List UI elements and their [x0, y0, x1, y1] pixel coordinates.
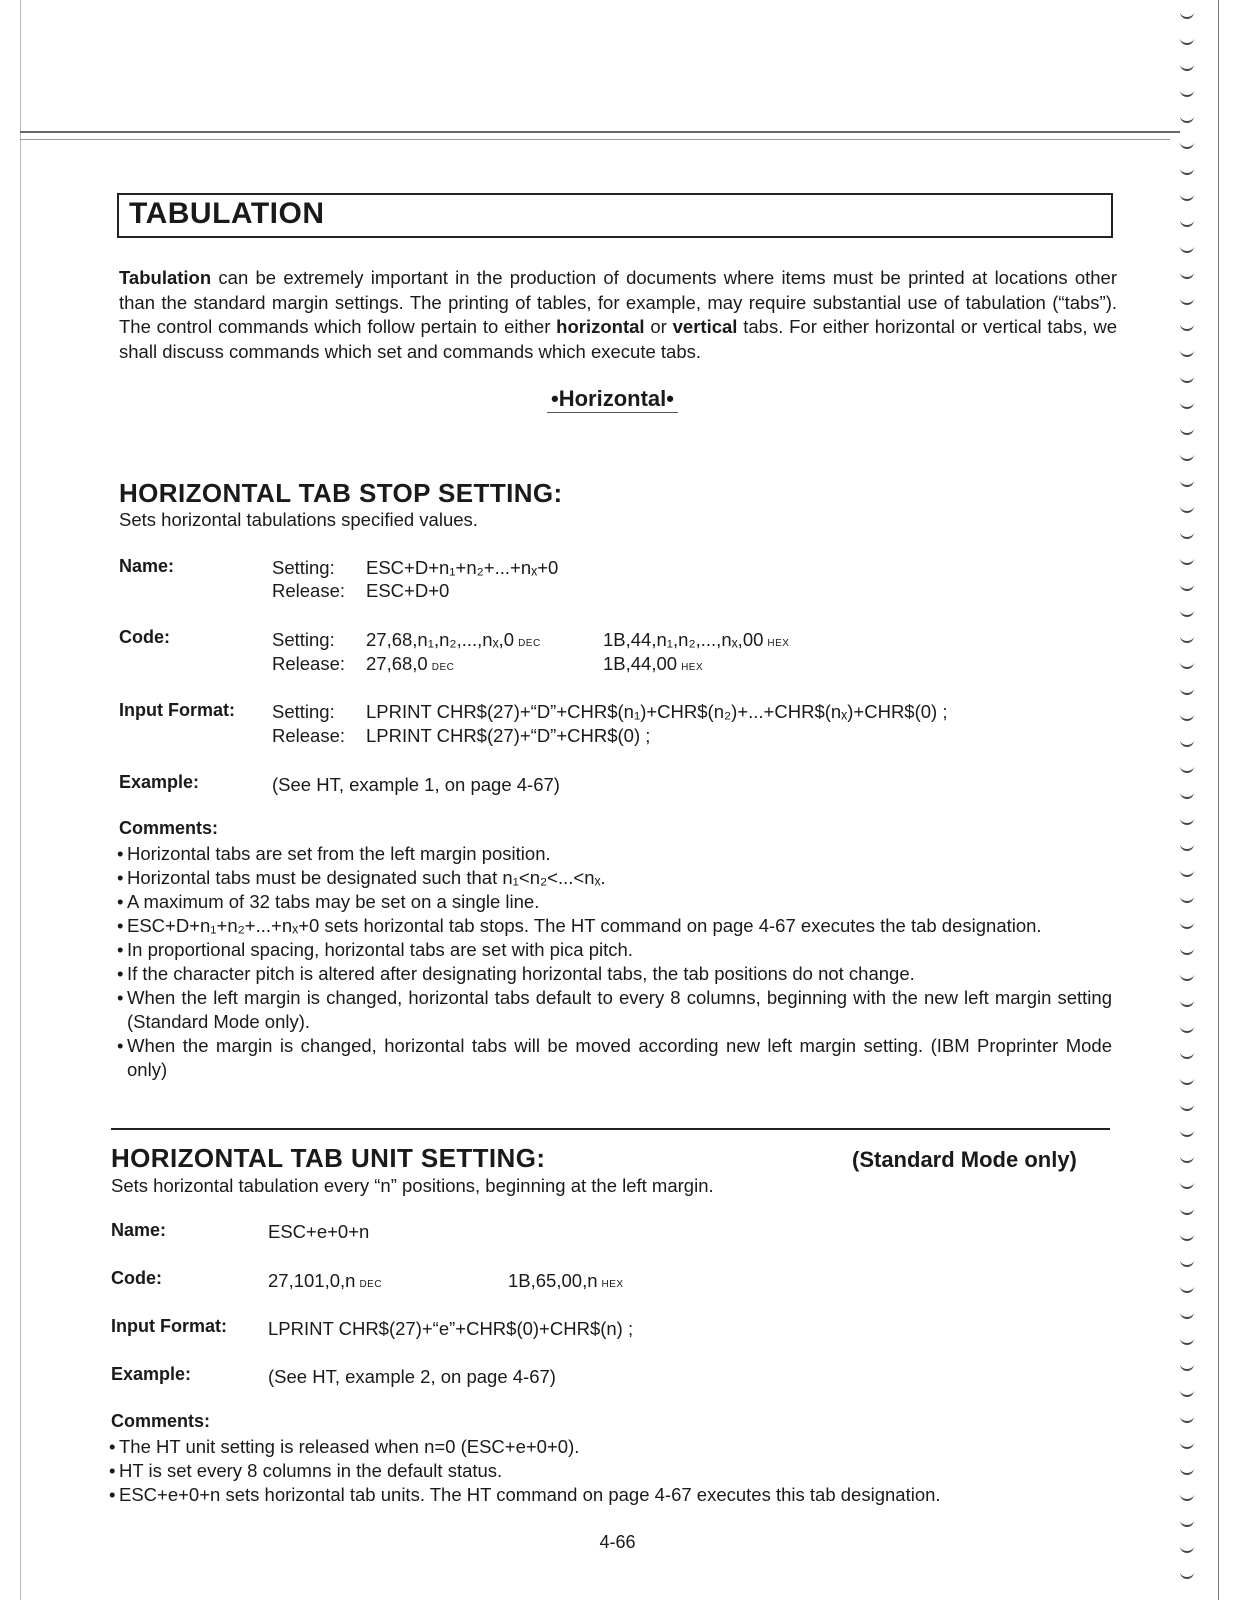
comment-item: • When the margin is changed, horizontal tabs will be moved according new left margin setting. (IBM Proprinter Mode only): [117, 1034, 1112, 1082]
section2-example-value: (See HT, example 2, on page 4-67): [268, 1366, 556, 1387]
binding-hole-mark: [1180, 946, 1194, 955]
section-title-box: [117, 193, 1113, 238]
section1-title: HORIZONTAL TAB STOP SETTING:: [119, 478, 563, 508]
binding-hole-mark: [1180, 1154, 1194, 1163]
binding-hole-mark: [1180, 166, 1194, 175]
binding-hole-mark: [1180, 114, 1194, 123]
section2-code-dec: [268, 1270, 382, 1292]
section2-name-label: Name:: [111, 1220, 167, 1240]
binding-hole-mark: [1180, 140, 1194, 149]
binding-hole-mark: [1180, 608, 1194, 617]
binding-hole-mark: [1180, 556, 1194, 565]
section1-code-setting-dec: [366, 629, 541, 651]
binding-hole-mark: [1180, 218, 1194, 227]
section1-name-release-label: Release:: [272, 580, 346, 601]
section1-example-label: Example:: [119, 772, 200, 792]
comment-item: • In proportional spacing, horizontal tabs are set with pica pitch.: [117, 938, 1112, 962]
binding-hole-mark: [1180, 88, 1194, 97]
page-title: TABULATION: [129, 197, 325, 230]
binding-hole-mark: [1180, 1232, 1194, 1241]
binding-hole-mark: [1180, 348, 1194, 357]
page-number: 4-66: [599, 1532, 636, 1552]
binding-hole-mark: [1180, 1440, 1194, 1449]
subheading-text: •Horizontal•: [547, 386, 678, 413]
section1-name-setting-label: Setting:: [272, 557, 335, 578]
section1-comments-label: Comments:: [119, 818, 219, 838]
binding-hole-mark: [1180, 1206, 1194, 1215]
section2-input-value: LPRINT CHR$(27)+“e”+CHR$(0)+CHR$(n) ;: [268, 1318, 634, 1339]
dec-tag: DEC: [431, 662, 455, 673]
binding-hole-mark: [1180, 478, 1194, 487]
section2-code-hex-value: 1B,65,00,n: [508, 1270, 598, 1291]
binding-hole-mark: [1180, 686, 1194, 695]
binding-hole-mark: [1180, 790, 1194, 799]
binding-hole-mark: [1180, 1492, 1194, 1501]
section1-code-setting-hex: [603, 629, 789, 651]
comment-item: • Horizontal tabs must be designated such that n₁<n₂<...<nₓ.: [117, 866, 1112, 890]
intro-paragraph: [119, 266, 1117, 364]
intro-bold-horizontal: horizontal: [556, 316, 645, 337]
section1-code-label: Code:: [119, 627, 170, 647]
section-divider: [111, 1128, 1110, 1130]
section1-code-release-hex: [603, 653, 703, 675]
comment-item: • Horizontal tabs are set from the left margin position.: [117, 842, 1112, 866]
binding-hole-mark: [1180, 504, 1194, 513]
binding-hole-mark: [1180, 1336, 1194, 1345]
binding-hole-mark: [1180, 920, 1194, 929]
binding-hole-mark: [1180, 244, 1194, 253]
right-margin-line: [1218, 0, 1219, 1600]
binding-hole-mark: [1180, 738, 1194, 747]
binding-hole-mark: [1180, 62, 1194, 71]
binding-hole-mark: [1180, 36, 1194, 45]
section2-mode-note: (Standard Mode only): [852, 1147, 1077, 1172]
page-top-rule-inner: [20, 139, 1170, 140]
section2-subtitle: Sets horizontal tabulation every “n” positions, beginning at the left margin.: [111, 1175, 714, 1196]
binding-hole-mark: [1180, 452, 1194, 461]
section1-code-setting-dec-value: 27,68,n₁,n₂,...,nₓ,0: [366, 629, 515, 650]
comment-item: • ESC+D+n₁+n₂+...+nₓ+0 sets horizontal tab stops. The HT command on page 4-67 executes the tab designation.: [117, 914, 1112, 938]
section1-comments: [117, 842, 1112, 1082]
section1-code-release-dec: [366, 653, 454, 675]
comment-item: • HT is set every 8 columns in the default status.: [109, 1459, 1119, 1483]
hex-tag: HEX: [601, 1279, 624, 1290]
binding-hole-mark: [1180, 660, 1194, 669]
binding-hole-mark: [1180, 712, 1194, 721]
binding-hole-mark: [1180, 1570, 1194, 1579]
section1-name-label: Name:: [119, 556, 175, 576]
subheading-horizontal: [0, 386, 1235, 412]
binding-hole-mark: [1180, 10, 1194, 19]
section1-code-setting-hex-value: 1B,44,n₁,n₂,...,nₓ,00: [603, 629, 764, 650]
binding-hole-mark: [1180, 296, 1194, 305]
binding-hole-mark: [1180, 1284, 1194, 1293]
section2-comments: [109, 1435, 1119, 1507]
section1-name-setting-value: ESC+D+n₁+n₂+...+nₓ+0: [366, 557, 559, 578]
comment-item: • When the left margin is changed, horizontal tabs default to every 8 columns, beginning with the new left margin setting (Standard Mode only).: [117, 986, 1112, 1034]
binding-hole-mark: [1180, 1388, 1194, 1397]
section1-code-release-dec-value: 27,68,0: [366, 653, 428, 674]
comment-item: • A maximum of 32 tabs may be set on a single line.: [117, 890, 1112, 914]
dec-tag: DEC: [518, 638, 541, 649]
section1-subtitle: Sets horizontal tabulations specified values.: [119, 509, 478, 530]
section2-comments-label: Comments:: [111, 1411, 211, 1431]
section2-code-label: Code:: [111, 1268, 162, 1288]
section2-title: HORIZONTAL TAB UNIT SETTING:: [111, 1143, 546, 1173]
binding-hole-mark: [1180, 842, 1194, 851]
binding-hole-mark: [1180, 1128, 1194, 1137]
section1-input-release-label: Release:: [272, 725, 346, 746]
binding-hole-mark: [1180, 1258, 1194, 1267]
binding-hole-mark: [1180, 1102, 1194, 1111]
binding-hole-mark: [1180, 1024, 1194, 1033]
binding-hole-mark: [1180, 1362, 1194, 1371]
section2-code-hex: [508, 1270, 624, 1292]
binding-hole-mark: [1180, 1180, 1194, 1189]
left-margin-line: [20, 0, 21, 1600]
binding-hole-mark: [1180, 322, 1194, 331]
section2-input-label: Input Format:: [111, 1316, 227, 1336]
section1-input-setting-label: Setting:: [272, 701, 335, 722]
section2-name-value: ESC+e+0+n: [268, 1221, 370, 1242]
section1-input-setting-value: LPRINT CHR$(27)+“D”+CHR$(n₁)+CHR$(n₂)+...+CHR$(nₓ)+CHR$(0) ;: [366, 701, 948, 722]
binding-hole-mark: [1180, 972, 1194, 981]
section1-input-release-value: LPRINT CHR$(27)+“D”+CHR$(0) ;: [366, 725, 651, 746]
section1-code-setting-label: Setting:: [272, 629, 335, 650]
comment-item: • If the character pitch is altered after designating horizontal tabs, the tab positions do not change.: [117, 962, 1112, 986]
binding-hole-mark: [1180, 270, 1194, 279]
intro-lead: Tabulation: [119, 267, 212, 288]
binding-hole-mark: [1180, 1518, 1194, 1527]
binding-hole-mark: [1180, 634, 1194, 643]
binding-hole-mark: [1180, 374, 1194, 383]
binding-hole-mark: [1180, 192, 1194, 201]
comment-item: • The HT unit setting is released when n=0 (ESC+e+0+0).: [109, 1435, 1119, 1459]
binding-hole-mark: [1180, 1310, 1194, 1319]
hex-tag: HEX: [681, 662, 704, 673]
binding-hole-mark: [1180, 426, 1194, 435]
intro-text-3: tabs. For either horizontal or vertical tabs, we shall discuss commands which set and commands which execute tabs.: [119, 316, 1117, 362]
section2-code-dec-value: 27,101,0,n: [268, 1270, 356, 1291]
binding-hole-mark: [1180, 868, 1194, 877]
section1-code-release-hex-value: 1B,44,00: [603, 653, 678, 674]
binding-hole-mark: [1180, 894, 1194, 903]
comment-item: • ESC+e+0+n sets horizontal tab units. The HT command on page 4-67 executes this tab designation.: [109, 1483, 1119, 1507]
page-top-rule: [20, 131, 1180, 133]
binding-hole-mark: [1180, 764, 1194, 773]
binding-hole-mark: [1180, 816, 1194, 825]
section2-example-label: Example:: [111, 1364, 192, 1384]
binding-holes: [1172, 0, 1212, 1600]
section1-code-release-label: Release:: [272, 653, 346, 674]
binding-hole-mark: [1180, 998, 1194, 1007]
binding-hole-mark: [1180, 530, 1194, 539]
intro-bold-vertical: vertical: [672, 316, 738, 337]
binding-hole-mark: [1180, 582, 1194, 591]
binding-hole-mark: [1180, 1050, 1194, 1059]
hex-tag: HEX: [767, 638, 790, 649]
dec-tag: DEC: [359, 1279, 383, 1290]
section1-input-label: Input Format:: [119, 700, 235, 720]
section1-name-release-value: ESC+D+0: [366, 580, 450, 601]
intro-text-2: or: [644, 316, 673, 337]
binding-hole-mark: [1180, 1466, 1194, 1475]
section1-example-value: (See HT, example 1, on page 4-67): [272, 774, 560, 795]
binding-hole-mark: [1180, 1076, 1194, 1085]
intro-text-1: can be extremely important in the production of documents where items must be printed at locations other than the standard margin settings. The printing of tables, for example, may require substantial use of tabulation (“tabs”). The control commands which follow pertain to either: [119, 267, 1117, 337]
binding-hole-mark: [1180, 1414, 1194, 1423]
